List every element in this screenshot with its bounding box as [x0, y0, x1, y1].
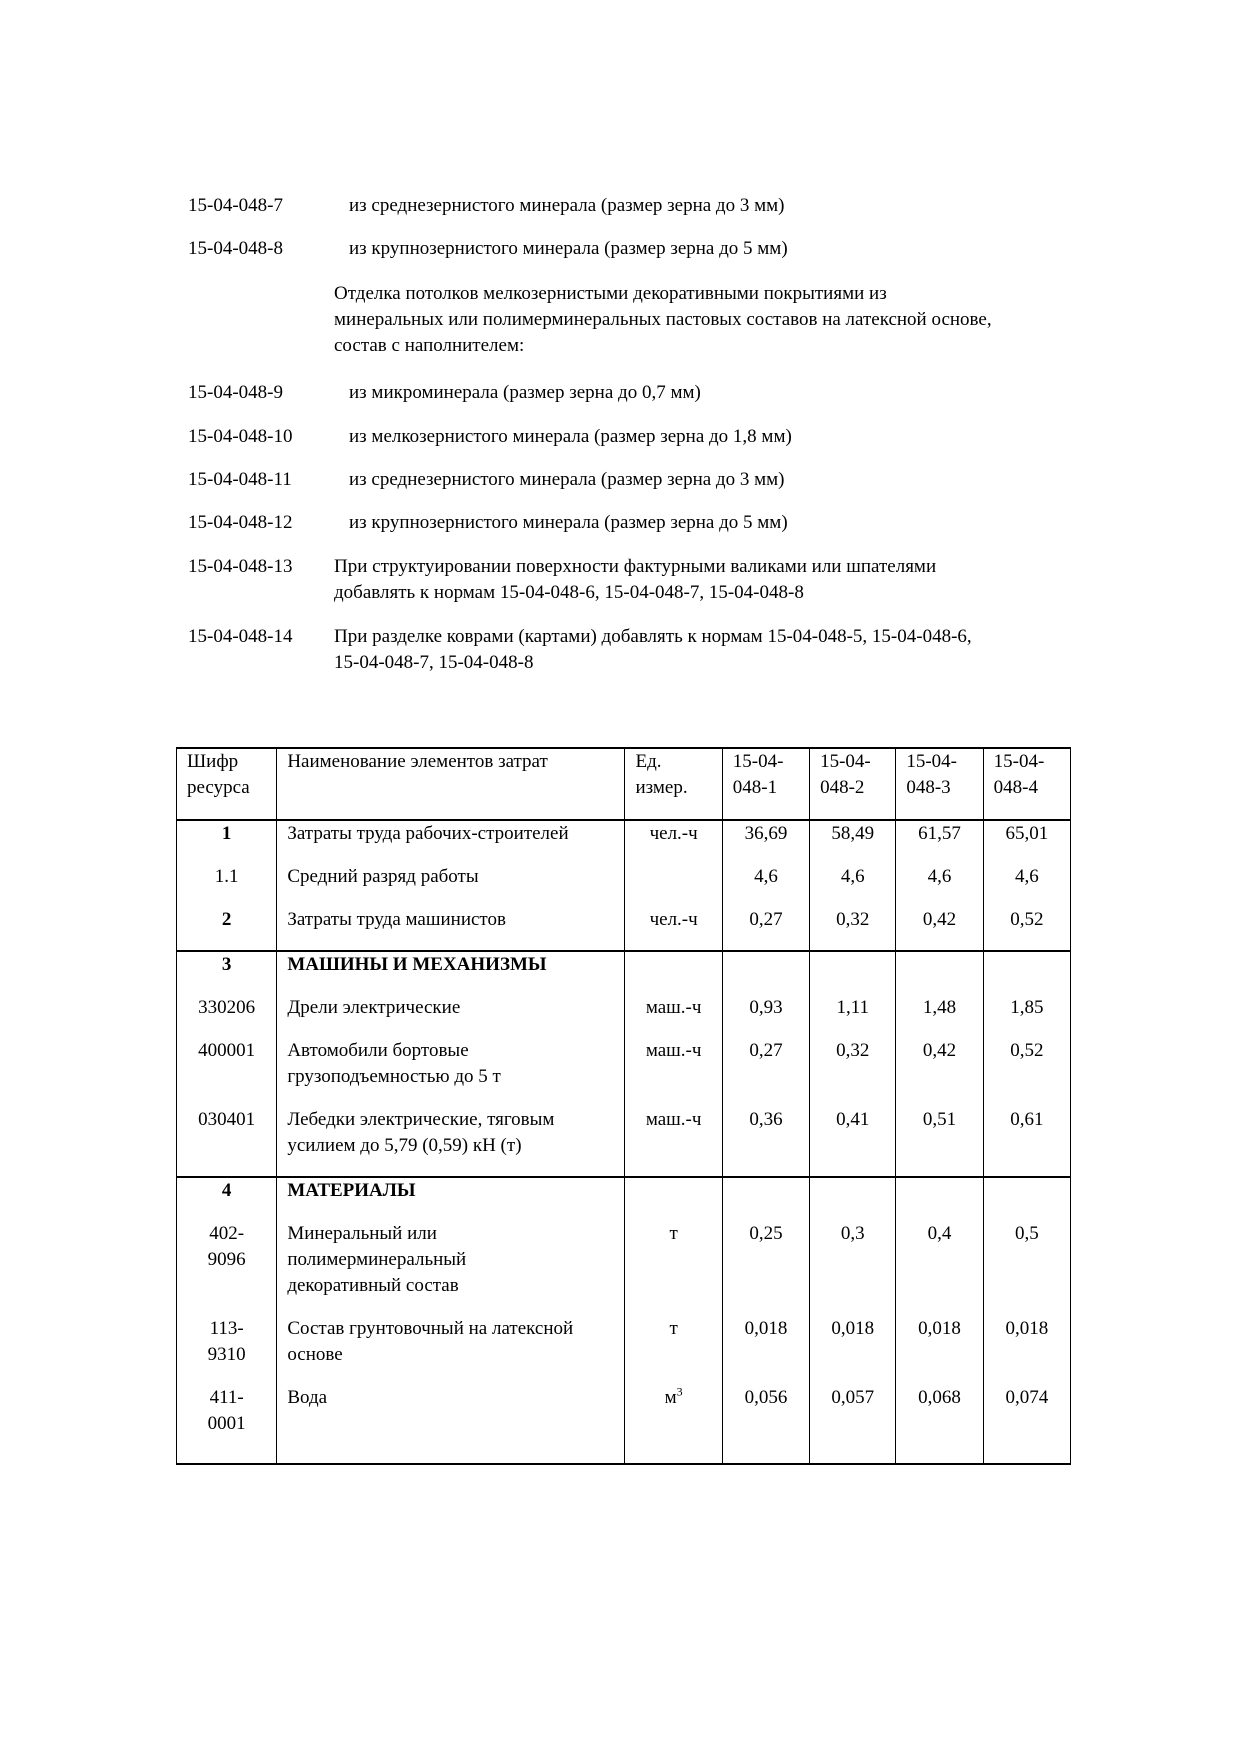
value-cell: 0,52 [983, 1038, 1070, 1107]
resource-code: 113- 9310 [177, 1316, 277, 1385]
resource-name: Затраты труда машинистов [277, 907, 625, 951]
resource-name: Автомобили бортовые грузоподъемностью до 5 т [277, 1038, 625, 1107]
table-row [177, 1385, 1071, 1464]
value-cell: 0,32 [810, 907, 896, 951]
norm-text: из крупнозернистого минерала (размер зерна до 5 мм) [349, 238, 788, 259]
value-cell: 0,018 [810, 1316, 896, 1385]
norm-code: 15-04-048-7 [188, 195, 283, 216]
table-row [177, 1316, 1071, 1385]
value-cell: 1,85 [983, 995, 1070, 1038]
value-cell: 0,42 [896, 907, 983, 951]
norm-text: из крупнозернистого минерала (размер зерна до 5 мм) [349, 512, 788, 533]
resource-unit [625, 951, 722, 995]
norm-text: из микроминерала (размер зерна до 0,7 мм) [349, 382, 701, 403]
column-header: Шифр ресурса [177, 748, 277, 820]
resource-code: 2 [177, 907, 277, 951]
value-cell [896, 1177, 983, 1221]
resource-unit: чел.-ч [625, 820, 722, 864]
resource-code: 030401 [177, 1107, 277, 1177]
resource-unit [625, 1177, 722, 1221]
column-header: 15-04- 048-1 [722, 748, 809, 820]
value-cell: 0,42 [896, 1038, 983, 1107]
resource-unit: маш.-ч [625, 995, 722, 1038]
value-cell: 0,36 [722, 1107, 809, 1177]
resource-unit: маш.-ч [625, 1107, 722, 1177]
column-header: Ед. измер. [625, 748, 722, 820]
column-header: 15-04- 048-2 [810, 748, 896, 820]
table-row [177, 1038, 1071, 1107]
value-cell [983, 1177, 1070, 1221]
resource-unit: маш.-ч [625, 1038, 722, 1107]
value-cell: 0,41 [810, 1107, 896, 1177]
table-row [177, 951, 1071, 995]
column-header: 15-04- 048-3 [896, 748, 983, 820]
value-cell: 4,6 [983, 864, 1070, 907]
value-cell: 0,018 [722, 1316, 809, 1385]
resource-table [176, 747, 1071, 1465]
value-cell: 4,6 [810, 864, 896, 907]
value-cell: 0,5 [983, 1221, 1070, 1316]
resource-code: 3 [177, 951, 277, 995]
norm-code: 15-04-048-8 [188, 238, 283, 259]
resource-unit: т [625, 1316, 722, 1385]
table-row [177, 864, 1071, 907]
value-cell: 4,6 [722, 864, 809, 907]
value-cell: 1,48 [896, 995, 983, 1038]
value-cell: 65,01 [983, 820, 1070, 864]
value-cell: 4,6 [896, 864, 983, 907]
value-cell: 0,074 [983, 1385, 1070, 1464]
value-cell [722, 1177, 809, 1221]
resource-unit: чел.-ч [625, 907, 722, 951]
value-cell: 0,27 [722, 907, 809, 951]
resource-unit: м [664, 1387, 677, 1408]
value-cell: 36,69 [722, 820, 809, 864]
value-cell: 0,4 [896, 1221, 983, 1316]
value-cell: 0,25 [722, 1221, 809, 1316]
table-row [177, 1107, 1071, 1177]
resource-name: Минеральный или полимерминеральный декоративный состав [277, 1221, 625, 1316]
value-cell [810, 1177, 896, 1221]
value-cell: 0,057 [810, 1385, 896, 1464]
value-cell: 1,11 [810, 995, 896, 1038]
resource-code: 4 [177, 1177, 277, 1221]
norm-code: 15-04-048-12 [188, 512, 293, 533]
unit-superscript: 3 [676, 1384, 683, 1399]
resource-name: Дрели электрические [277, 995, 625, 1038]
norm-code: 15-04-048-14 [188, 626, 293, 647]
value-cell: 0,018 [896, 1316, 983, 1385]
resource-code: 402- 9096 [177, 1221, 277, 1316]
value-cell: 0,32 [810, 1038, 896, 1107]
resource-name: Состав грунтовочный на латексной основе [277, 1316, 625, 1385]
value-cell [983, 951, 1070, 995]
norm-code: 15-04-048-11 [188, 469, 292, 490]
resource-code: 1 [177, 820, 277, 864]
norm-text: При структуировании поверхности фактурными валиками или шпателями добавлять к нормам 15-04-048-6, 15-04-048-7, 15-04-048-8 [334, 556, 937, 603]
resource-name: Вода [277, 1385, 625, 1464]
resource-code: 330206 [177, 995, 277, 1038]
value-cell [722, 951, 809, 995]
resource-unit [625, 864, 722, 907]
norm-group-heading: Отделка потолков мелкозернистыми декоративными покрытиями из минеральных или полимерминеральных пастовых составов на латексной основе, состав с наполнителем: [334, 283, 992, 356]
table-row [177, 1177, 1071, 1221]
table-row [177, 907, 1071, 951]
value-cell: 0,61 [983, 1107, 1070, 1177]
norm-code: 15-04-048-13 [188, 556, 293, 577]
value-cell: 0,52 [983, 907, 1070, 951]
table-row [177, 995, 1071, 1038]
resource-code: 400001 [177, 1038, 277, 1107]
table-row [177, 820, 1071, 864]
value-cell [810, 951, 896, 995]
norm-text: из среднезернистого минерала (размер зерна до 3 мм) [349, 469, 785, 490]
resource-name: Затраты труда рабочих-строителей [277, 820, 625, 864]
norm-text: При разделке коврами (картами) добавлять к нормам 15-04-048-5, 15-04-048-6, 15-04-048-7, 15-04-048-8 [334, 626, 972, 673]
value-cell: 0,056 [722, 1385, 809, 1464]
column-header: 15-04- 048-4 [983, 748, 1070, 820]
value-cell: 61,57 [896, 820, 983, 864]
value-cell: 0,51 [896, 1107, 983, 1177]
value-cell [896, 951, 983, 995]
norm-code: 15-04-048-9 [188, 382, 283, 403]
resource-unit: т [625, 1221, 722, 1316]
resource-code: 1.1 [177, 864, 277, 907]
resource-name: Средний разряд работы [277, 864, 625, 907]
value-cell: 0,27 [722, 1038, 809, 1107]
norm-text: из среднезернистого минерала (размер зерна до 3 мм) [349, 195, 785, 216]
table-header-row [177, 748, 1071, 820]
norm-code: 15-04-048-10 [188, 426, 293, 447]
section-heading: МАТЕРИАЛЫ [277, 1177, 625, 1221]
value-cell: 58,49 [810, 820, 896, 864]
column-header: Наименование элементов затрат [277, 748, 625, 820]
value-cell: 0,93 [722, 995, 809, 1038]
resource-name: Лебедки электрические, тяговым усилием до 5,79 (0,59) кН (т) [277, 1107, 625, 1177]
resource-unit-cell [625, 1385, 722, 1464]
value-cell: 0,018 [983, 1316, 1070, 1385]
table-row [177, 1221, 1071, 1316]
norm-text: из мелкозернистого минерала (размер зерна до 1,8 мм) [349, 426, 792, 447]
section-heading: МАШИНЫ И МЕХАНИЗМЫ [277, 951, 625, 995]
resource-code: 411- 0001 [177, 1385, 277, 1464]
value-cell: 0,068 [896, 1385, 983, 1464]
value-cell: 0,3 [810, 1221, 896, 1316]
